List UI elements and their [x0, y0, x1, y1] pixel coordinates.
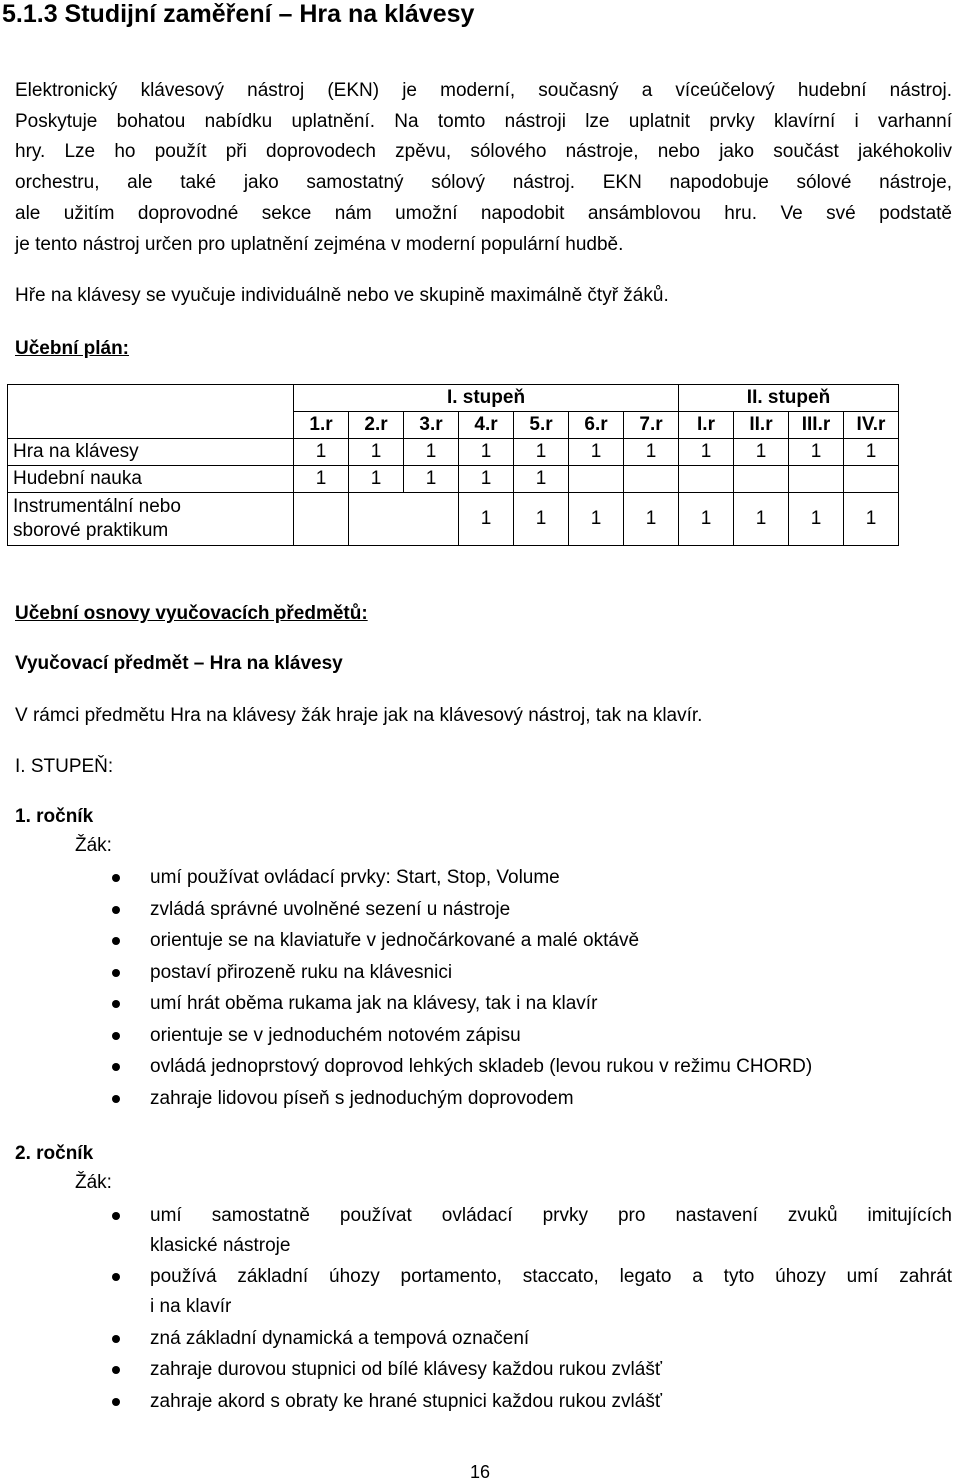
table-row [8, 466, 899, 493]
bullet-icon [112, 1212, 120, 1220]
bullet-icon [112, 1273, 120, 1281]
table-cell: 1 [844, 493, 899, 546]
list-item-text: zná základní dynamická a tempová označení [150, 1328, 530, 1349]
intro-line: orchestru, ale také jako samostatný sólový nástroj. EKN napodobuje sólové nástroje, [15, 172, 952, 194]
year-header: 6.r [569, 412, 624, 439]
page-number: 16 [469, 1462, 491, 1482]
intro-line: ale užitím doprovodné sekce nám umožní napodobit ansámblovou hru. Ve své podstatě [15, 202, 952, 224]
list-item-text [150, 1262, 952, 1322]
year-header: 1.r [294, 412, 349, 439]
list-item-text: umí hrát oběma rukama jak na klávesy, tak i na klavír [150, 993, 598, 1014]
table-cell: 1 [459, 439, 514, 466]
row-label: Hudební nauka [8, 466, 294, 493]
bullet-icon [112, 1366, 120, 1374]
row-label-line: sborové praktikum [13, 520, 169, 541]
group-note: Hře na klávesy se vyučuje individuálně nebo ve skupině maximálně čtyř žáků. [15, 285, 669, 306]
table-cell: 1 [404, 439, 459, 466]
table-cell: 1 [624, 493, 679, 546]
list-item-text: umí používat ovládací prvky: Start, Stop, Volume [150, 867, 560, 888]
table-cell: 1 [514, 439, 569, 466]
table-cell: 1 [459, 466, 514, 493]
table-cell: 1 [349, 466, 404, 493]
bullet-icon [112, 1095, 120, 1103]
year-header: III.r [789, 412, 844, 439]
table-cell: 1 [679, 493, 734, 546]
year-header: IV.r [844, 412, 899, 439]
list-item-line: i na klavír [150, 1296, 232, 1317]
table-cell: 1 [349, 439, 404, 466]
year1-title: 1. ročník [15, 806, 94, 827]
table-cell: 1 [789, 439, 844, 466]
list-item-text: zahraje lidovou píseň s jednoduchým doprovodem [150, 1088, 574, 1109]
table-cell [349, 493, 459, 546]
year-header: 3.r [404, 412, 459, 439]
intro-line: Elektronický klávesový nástroj (EKN) je moderní, současný a víceúčelový hudební nástroj. [15, 80, 952, 101]
table-row [8, 439, 899, 466]
table-row [8, 493, 899, 546]
table-cell [734, 466, 789, 493]
table-cell: 1 [294, 439, 349, 466]
intro-line: je tento nástroj určen pro uplatnění zejména v moderní populární hudbě. [15, 233, 624, 255]
table-cell: 1 [459, 493, 514, 546]
year1-zak: Žák: [75, 835, 112, 856]
bullet-icon [112, 874, 120, 882]
table-cell [624, 466, 679, 493]
bullet-icon [112, 1335, 120, 1343]
bullet-icon [112, 906, 120, 914]
table-cell: 1 [734, 439, 789, 466]
year2-zak: Žák: [75, 1172, 112, 1193]
plan-heading: Učební plán: [15, 338, 130, 359]
list-item-text: zahraje durovou stupnici od bílé klávesy každou rukou zvlášť [150, 1359, 662, 1380]
list-item-line: používá základní úhozy portamento, staccato, legato a tyto úhozy umí zahrát [150, 1266, 952, 1287]
bullet-icon [112, 1063, 120, 1071]
stage2-header: II. stupeň [679, 385, 899, 412]
list-item-text: postaví přirozeně ruku na klávesnici [150, 962, 453, 983]
table-cell [294, 493, 349, 546]
table-header-stages [8, 385, 899, 412]
list-item-text: zvládá správné uvolněné sezení u nástroje [150, 899, 511, 920]
table-cell: 1 [844, 439, 899, 466]
list-item-text: orientuje se v jednoduchém notovém zápisu [150, 1025, 521, 1046]
list-item-line: klasické nástroje [150, 1235, 291, 1256]
list-item-text: ovládá jednoprstový doprovod lehkých skladeb (levou rukou v režimu CHORD) [150, 1056, 813, 1077]
year-header: I.r [679, 412, 734, 439]
table-cell: 1 [569, 493, 624, 546]
study-plan-table [7, 384, 899, 546]
list-item-text: orientuje se na klaviatuře v jednočárkované a malé oktávě [150, 930, 640, 951]
bullet-icon [112, 1000, 120, 1008]
row-label: Hra na klávesy [8, 439, 294, 466]
table-cell [844, 466, 899, 493]
table-cell [789, 466, 844, 493]
stage1-header: I. stupeň [294, 385, 679, 412]
list-item-text [150, 1201, 952, 1261]
table-cell [679, 466, 734, 493]
intro-line: hry. Lze ho použít při doprovodech zpěvu, sólového nástroje, nebo jako součást jakéhokoliv [15, 141, 952, 163]
list-item-text: zahraje akord s obraty ke hrané stupnici každou rukou zvlášť [150, 1391, 662, 1412]
year-header: 7.r [624, 412, 679, 439]
bullet-icon [112, 937, 120, 945]
year-header: 2.r [349, 412, 404, 439]
year-header: 4.r [459, 412, 514, 439]
row-label [8, 493, 294, 546]
table-cell: 1 [624, 439, 679, 466]
subject-heading: Vyučovací předmět – Hra na klávesy [15, 653, 343, 674]
stage-heading: I. STUPEŇ: [15, 756, 114, 777]
table-cell: 1 [294, 466, 349, 493]
bullet-icon [112, 1032, 120, 1040]
section-heading: 5.1.3 Studijní zaměření – Hra na klávesy [2, 0, 475, 28]
bullet-icon [112, 1398, 120, 1406]
table-cell: 1 [514, 466, 569, 493]
row-label-line: Instrumentální nebo [13, 496, 181, 517]
table-corner [8, 385, 294, 439]
bullet-icon [112, 969, 120, 977]
year2-title: 2. ročník [15, 1143, 94, 1164]
osnovy-heading: Učební osnovy vyučovacích předmětů: [15, 603, 368, 624]
table-cell: 1 [679, 439, 734, 466]
intro-paragraph [15, 76, 952, 260]
year-header: II.r [734, 412, 789, 439]
table-cell: 1 [404, 466, 459, 493]
table-cell: 1 [734, 493, 789, 546]
table-cell [569, 466, 624, 493]
intro-line: Poskytuje bohatou nabídku uplatnění. Na tomto nástroji lze uplatnit prvky klavírní i varhanní [15, 110, 952, 132]
year-header: 5.r [514, 412, 569, 439]
table-cell: 1 [789, 493, 844, 546]
list-item-line: umí samostatně používat ovládací prvky pro nastavení zvuků imitujících [150, 1205, 952, 1226]
table-cell: 1 [514, 493, 569, 546]
table-cell: 1 [569, 439, 624, 466]
subject-text: V rámci předmětu Hra na klávesy žák hraje jak na klávesový nástroj, tak na klavír. [15, 705, 703, 726]
